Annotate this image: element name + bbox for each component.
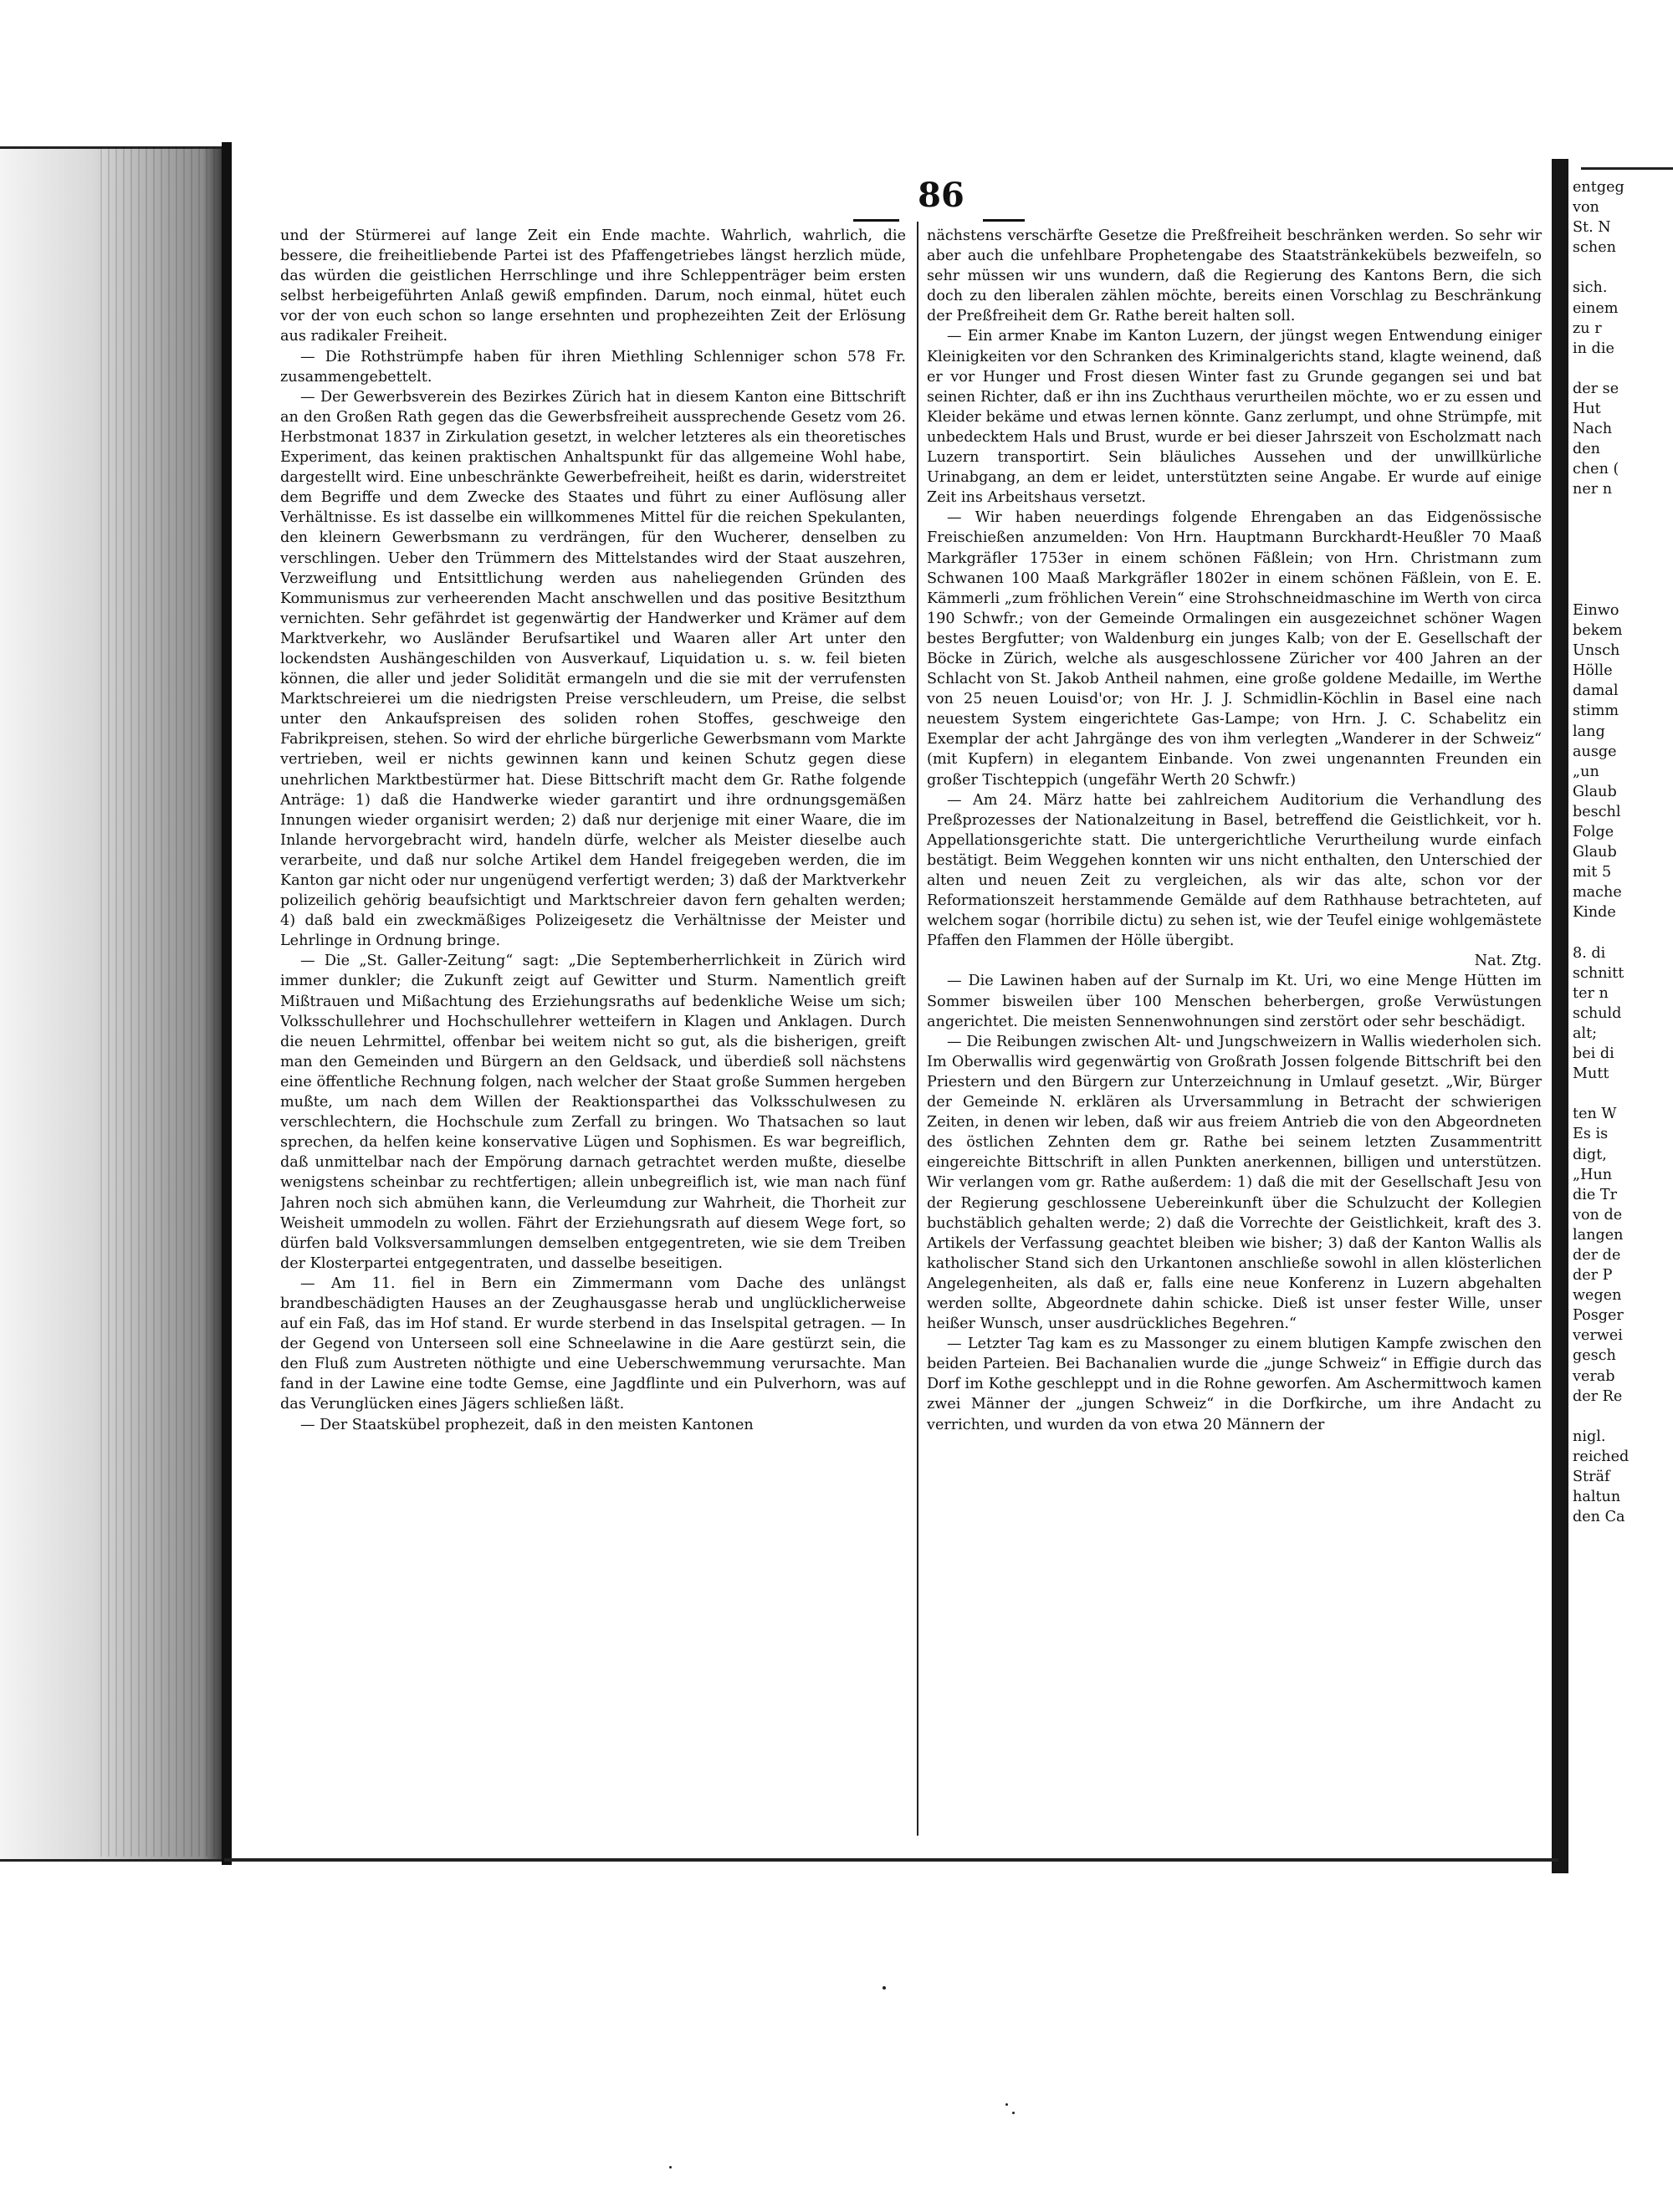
article-paragraph: — Letzter Tag kam es zu Massonger zu einem blutigen Kampfe zwischen den beiden Parteien. Bei Bachanalien wurde die „junge Schweiz“ in Effigie durch das Dorf im Kothe geschleppt und in die Rohne geworfen. Am Aschermittwoch kamen zwei Männer der „jungen Schweiz“ in die Dorfkirche, um ihre Andacht zu verrichten, und wurden da von etwa 20 Männern der — [927, 1336, 1542, 1433]
margin-fragment — [1573, 540, 1673, 560]
article-paragraph: — Die Lawinen haben auf der Surnalp im Kt. Uri, wo eine Menge Hütten im Sommer bisweilen über 100 Menschen beherbergen, große Verwüstungen angerichtet. Die meisten Sennenwohnungen sind zerstört oder sehr beschädigt. — [927, 973, 1542, 1030]
margin-fragment — [1573, 258, 1673, 278]
margin-fragment: Posger — [1573, 1307, 1624, 1325]
article-paragraph: — Wir haben neuerdings folgende Ehrengaben an das Eidgenössische Freischießen anzumelden: Von Hrn. Hauptmann Burckhardt-Heußler 70 Maaß Markgräfler 1753er in einem schönen Fäßlein; von Hrn. Christmann zum Schwanen 100 Maaß Markgräfler 1802er in einem schönen Fäßlein, von E. E. Kämmerli „zum fröhlichen Verein“ eine Strohschneidmaschine im Werth von circa 190 Schwfr.; von der Gemeinde Ormalingen ein ausgezeichnet schöner Wagen bestes Bergfutter; von Waldenburg ein junges Kalb; von der E. Gesellschaft der Böcke in Zürich, welche als ausgeschlossene Züricher vor 400 Jahren an der Schlacht von St. Jakob Antheil nahmen, eine große goldene Medaille, im Werthe von 25 neuen Louisd'or; von Hr. J. J. Schmidlin-Köchlin in Basel eine nach neuestem System eingerichtete Gas-Lampe; von Hrn. J. C. Schabelitz ein Exemplar der acht Jahrgänge des von ihm verlegten „Wanderer in der Schweiz“ (mit Kupfern) in elegantem Einbande. Von zwei ungenannten Freunden ein großer Tischteppich (ungefähr Werth 20 Schwfr.) — [927, 509, 1542, 789]
margin-fragment: in die — [1573, 340, 1614, 357]
margin-fragment: Glaub — [1573, 844, 1617, 861]
margin-fragment: Glaub — [1573, 783, 1617, 800]
margin-fragment: sich. — [1573, 279, 1608, 297]
margin-fragment: einem — [1573, 299, 1619, 317]
margin-fragment: damal — [1573, 682, 1619, 700]
article-paragraph: — Die Rothstrümpfe haben für ihren Miethling Schlenniger schon 578 Fr. zusammengebettelt. — [280, 348, 906, 386]
margin-fragment — [1573, 580, 1673, 600]
page-bottom-edge — [224, 1858, 1558, 1862]
margin-fragment: mit 5 — [1573, 864, 1612, 881]
margin-fragment: haltun — [1573, 1489, 1621, 1506]
margin-fragment: nigl. — [1573, 1428, 1606, 1445]
article-paragraph: — Ein armer Knabe im Kanton Luzern, der jüngst wegen Entwendung einiger Kleinigkeiten vor den Schranken des Kriminalgerichts stand, klagte weinend, daß er vor Hunger und Frost diesen Winter fast zu Grunde gegangen sei und bat seinen Richter, daß er ihn ins Zuchthaus verurtheilen möchte, wo er zu essen und Kleider bekäme und etwas lernen könnte. Ganz zerlumpt, und ohne Strümpfe, mit unbedecktem Hals und Brust, wurde er bei dieser Jahrszeit von Escholzmatt nach Luzern transportirt. Sein bläuliches Aussehen und der unwillkürliche Urinabgang, an dem er leidet, unterstützten seine Angabe. Er wurde auf einige Zeit ins Arbeitshaus versetzt. — [927, 328, 1542, 507]
margin-fragment: der Re — [1573, 1387, 1623, 1405]
margin-fragment: von — [1573, 199, 1599, 217]
margin-fragment: Einwo — [1573, 601, 1619, 619]
article-paragraph: nächstens verschärfte Gesetze die Preßfreiheit beschränken werden. So sehr wir aber auch die unfehlbare Prophetengabe des Staatstränkekübels bezweifeln, so sehr müssen wir uns wundern, daß die Regierung des Kantons Bern, die sich doch zu den liberalen zählen möchte, bereits einen Vorschlag zu Beschränkung der Preßfreiheit dem Gr. Rathe bereit halten soll. — [927, 227, 1542, 325]
margin-fragment: Kinde — [1573, 904, 1616, 922]
article-paragraph: — Am 24. März hatte bei zahlreichem Auditorium die Verhandlung des Preßprozesses der Nationalzeitung in Basel, betreffend die Geistlichkeit, vor h. Appellationsgerichte statt. Die untergerichtliche Verurtheilung wurde einfach bestätigt. Beim Weggehen konnten wir uns nicht enthalten, den Unterschied der alten und neuen Zeit zu vergleichen, als wir das alte, schon vor der Reformationszeit herstammende Gemälde auf dem Rathhause betrachteten, auf welchem sogar (horribile dictu) zu sehen ist, wie der Teufel einige wohlgemästete Pfaffen den Flammen der Hölle übergibt. — [927, 791, 1542, 950]
margin-fragment: beschl — [1573, 803, 1621, 820]
margin-fragment — [1573, 922, 1673, 943]
margin-fragment: ausge — [1573, 743, 1617, 760]
article-paragraph: — Am 11. fiel in Bern ein Zimmermann vom Dache des unlängst brandbeschädigten Hauses an der Zeughausgasse herab und unglücklicherweise auf ein Faß, das im Hof stand. Er wurde sterbend in das Inselspital getragen. — In der Gegend von Unterseen soll eine Schneelawine in die Aare gestürzt sein, die den Fluß zum Austreten nöthigte und eine Ueberschwemmung verursachte. Man fand in der Lawine eine todte Gemse, eine Jagdflinte und ein Pulverhorn, was auf das Verunglücken eines Jägers schließen läßt. — [280, 1275, 906, 1413]
margin-fragment: ner n — [1573, 481, 1613, 498]
scan-speck — [883, 1986, 886, 1990]
margin-fragment: von de — [1573, 1206, 1623, 1223]
margin-fragment: zu r — [1573, 319, 1602, 337]
right-page-edge — [1552, 159, 1568, 1873]
right-page-top-rule — [1581, 167, 1673, 170]
margin-fragment: der de — [1573, 1246, 1621, 1264]
margin-fragment: schen — [1573, 239, 1616, 257]
margin-fragment — [1573, 500, 1673, 520]
margin-fragment: St. N — [1573, 219, 1611, 237]
source-attribution: Nat. Ztg. — [1474, 953, 1542, 970]
margin-fragment: verab — [1573, 1367, 1615, 1385]
book-spine-edge — [222, 142, 232, 1865]
left-text-column — [280, 226, 906, 1831]
margin-fragment: verwei — [1573, 1327, 1623, 1345]
margin-fragment — [1573, 1407, 1673, 1427]
margin-fragment: mache — [1573, 884, 1622, 902]
page-number-rule-left — [853, 219, 899, 222]
margin-fragment: Unsch — [1573, 642, 1620, 660]
margin-fragment: gesch — [1573, 1347, 1616, 1365]
margin-fragment: lang — [1573, 723, 1605, 740]
margin-fragment: Folge — [1573, 824, 1614, 840]
margin-fragment: wegen — [1573, 1287, 1622, 1305]
margin-fragment: Hölle — [1573, 662, 1613, 680]
margin-fragment: Nach — [1573, 421, 1613, 438]
margin-fragment: 8. di — [1573, 944, 1606, 962]
margin-fragment: chen ( — [1573, 461, 1619, 478]
margin-fragment: Sträf — [1573, 1469, 1610, 1485]
margin-fragment: digt, — [1573, 1146, 1607, 1163]
article-paragraph: — Der Gewerbsverein des Bezirkes Zürich hat in diesem Kanton eine Bittschrift an den Großen Rath gegen das die Gewerbsfreiheit aussprechende Gesetz vom 26. Herbstmonat 1837 in Zirkulation gesetzt, in welcher letzteres als ein theoretisches Experiment, das keinen praktischen Anhaltspunkt für das allgemeine Wohl habe, dargestellt wird. Eine unbeschränkte Gewerbefreiheit, heißt es darin, widerstreitet dem Begriffe und dem Zwecke des Staates und führt zu einer Auflösung aller Verhältnisse. Es ist dasselbe ein willkommenes Mittel für die reichen Spekulanten, den kleinern Gewerbsmann zu verdrängen, für den Wucherer, denselben zu verschlingen. Ueber den Trümmern des Mittelstandes wird der Staat auszehren, Verzweiflung und Entsittlichung werden aus naheliegenden Gründen des Kommunismus zur verheerenden Macht anschwellen und das positive Besitzthum vernichten. Sehr gefährdet ist gegenwärtig der Handwerker und Krämer auf dem Marktverkehr, wo Ausländer Berufsartikel und Waaren aller Art unter den lockendsten Aushängeschilden von Ausverkauf, Liquidation u. s. w. feil bieten können, die aller und jeder Solidität ermangeln und die sie mit der verrufensten Marktschreierei um die niedrigsten Preise verschleudern, um Preise, die selbst unter den Ankaufspreisen des soliden rohen Stoffes, geschweige den Fabrikpreisen, stehen. So wird der ehrliche bürgerliche Gewerbsmann vom Markte vertrieben, weil er nichts gewinnen kann und keinen Schutz gegen diese unehrlichen Marktbestürmer hat. Diese Bittschrift macht dem Gr. Rathe folgende Anträge: 1) daß die Handwerke wieder garantirt und ihre ordnungsgemäßen Innungen wieder organisirt werden; 2) daß nur derjenige mit einer Waare, die im Inlande hervorgebracht wird, handeln dürfe, welcher als Meister dieselbe auch verarbeite, und daß nur solche Artikel dem Handel freigegeben werden, die im Kanton gar nicht oder nur ungenügend verfertigt werden; 3) daß der Marktverkehr polizeilich gehörig beaufsichtigt und Marktschreier davon fern gehalten werden; 4) daß bald ein zweckmäßiges Polizeigesetz die Verhältnisse der Meister und Lehrlinge in Ordnung bringe. — [280, 388, 906, 950]
right-text-column — [927, 226, 1542, 1831]
margin-fragment: schnitt — [1573, 964, 1624, 982]
page-number: 86 — [918, 176, 964, 215]
scan-speck — [1012, 2112, 1015, 2114]
margin-fragment: der P — [1573, 1267, 1613, 1285]
margin-fragment: schuld — [1573, 1004, 1622, 1022]
column-divider — [917, 222, 918, 1836]
margin-fragment: „un — [1573, 763, 1599, 780]
margin-fragment: den Ca — [1573, 1509, 1625, 1526]
article-paragraph: — Der Staatskübel prophezeit, daß in den meisten Kantonen — [300, 1416, 754, 1433]
margin-fragment — [1573, 560, 1673, 580]
scan-speck — [1005, 2103, 1008, 2106]
margin-fragment: „Hun — [1573, 1166, 1613, 1183]
scan-speck — [669, 2166, 672, 2169]
margin-fragment: der se — [1573, 380, 1619, 397]
margin-fragment: alt; — [1573, 1024, 1598, 1042]
margin-fragment: die Tr — [1573, 1186, 1618, 1203]
margin-fragment: bekem — [1573, 622, 1623, 640]
article-paragraph: — Die Reibungen zwischen Alt- und Jungschweizern in Wallis wiederholen sich. Im Oberwallis wird gegenwärtig von Großrath Jossen folgende Bittschrift bei den Priestern und den Bürgern zur Unterzeichnung in Umlauf gesetzt. „Wir, Bürger der Gemeinde N. erklären als Urversammlung in Betracht der schwierigen Zeiten, in denen wir leben, daß wir aus freiem Antrieb die von den Abgeordneten des östlichen Zehnten dem gr. Rathe bei seinem letzten Zusammentritt eingereichte Bittschrift in allen Punkten anerkennen, billigen und unterstützen. Wir verlangen vom gr. Rathe außerdem: 1) daß die mit der Gesellschaft Jesu von der Regierung geschlossene Uebereinkunft über die Schulzucht der Kollegien buchstäblich gehalten werde; 2) daß die Vorrechte der Geistlichkeit, kraft des 3. Artikels der Verfassung geachtet bleiben wie bisher; 3) daß der Kanton Wallis als katholischer Stand sich den Urkantonen anschließe sowohl in allen klösterlichen Angelegenheiten, als daß er, falls eine neue Konferenz in Luzern abgehalten werden sollte, Abgeordnete dahin schicke. Dieß ist unser fester Wille, unser heißer Wunsch, unser ausdrückliches Begehren.“ — [927, 1033, 1542, 1333]
margin-fragment: ter n — [1573, 984, 1609, 1002]
page-number-rule-right — [983, 219, 1025, 222]
margin-fragment: ten W — [1573, 1106, 1617, 1123]
margin-fragment: reiched — [1573, 1448, 1630, 1465]
margin-fragment: Hut — [1573, 401, 1601, 418]
book-edge-lines — [100, 146, 226, 1857]
margin-fragment — [1573, 359, 1673, 379]
margin-fragment — [1573, 520, 1673, 540]
margin-fragment — [1573, 1084, 1673, 1104]
article-paragraph: und der Stürmerei auf lange Zeit ein Ende machte. Wahrlich, wahrlich, die bessere, die freiheitliebende Partei ist des Pfaffengetriebes längst herzlich müde, das würden die geistlichen Herrschlinge und ihre Schleppenträger beim ersten selbst herbeigeführten Anlaß gewiß empfinden. Darum, noch einmal, hütet euch vor der von euch schon so lange ersehnten und prophezeihten Zeit der Erlösung aus radikaler Freiheit. — [280, 227, 906, 345]
margin-fragment: Mutt — [1573, 1065, 1609, 1083]
margin-fragment: langen — [1573, 1226, 1624, 1244]
margin-fragment: stimm — [1573, 702, 1619, 720]
margin-fragment: Es is — [1573, 1126, 1609, 1143]
margin-fragment: den — [1573, 441, 1601, 458]
article-paragraph: — Die „St. Galler-Zeitung“ sagt: „Die Septemberherrlichkeit in Zürich wird immer dunkler; die Zukunft zeigt auf Gewitter und Sturm. Namentlich greift Mißtrauen und Mißachtung des Erziehungsraths auf bedenkliche Weise um sich; Volksschullehrer und Hochschullehrer wetteifern in Klagen und Anklagen. Durch die neuen Lehrmittel, offenbar bei weitem nicht so gut, als die bisherigen, greift man den Gemeinden und Bürgern an den Geldsack, und überdieß soll nächstens eine öffentliche Rechnung folgen, nach welcher der Staat große Summen hergeben mußte, um nach dem Willen der Reaktionsparthei das Volksschulwesen zu verschlechtern, die Hochschule zum Zerfall zu bringen. Wo Thatsachen so laut sprechen, da helfen keine konservative Lügen und Sophismen. Es war begreiflich, daß unmittelbar nach der Empörung darnach getrachtet werden mußte, dieselbe wenigstens scheinbar zu rechtfertigen; allein unbegreiflich ist, wie man nach fünf Jahren noch sich abmühen kann, die Verleumdung zur Wahrheit, die Thorheit zur Weisheit ummodeln zu wollen. Fährt der Erziehungsrath auf diesem Wege fort, so dürfen bald Volksversammlungen demselben entgegentreten, wie sie dem Treiben der Klosterpartei entgegentraten, und dasselbe beseitigen. — [280, 953, 906, 1272]
margin-fragment: entgeg — [1573, 179, 1624, 196]
margin-fragment: bei di — [1573, 1045, 1614, 1063]
adjacent-page-fragments — [1573, 177, 1673, 1850]
